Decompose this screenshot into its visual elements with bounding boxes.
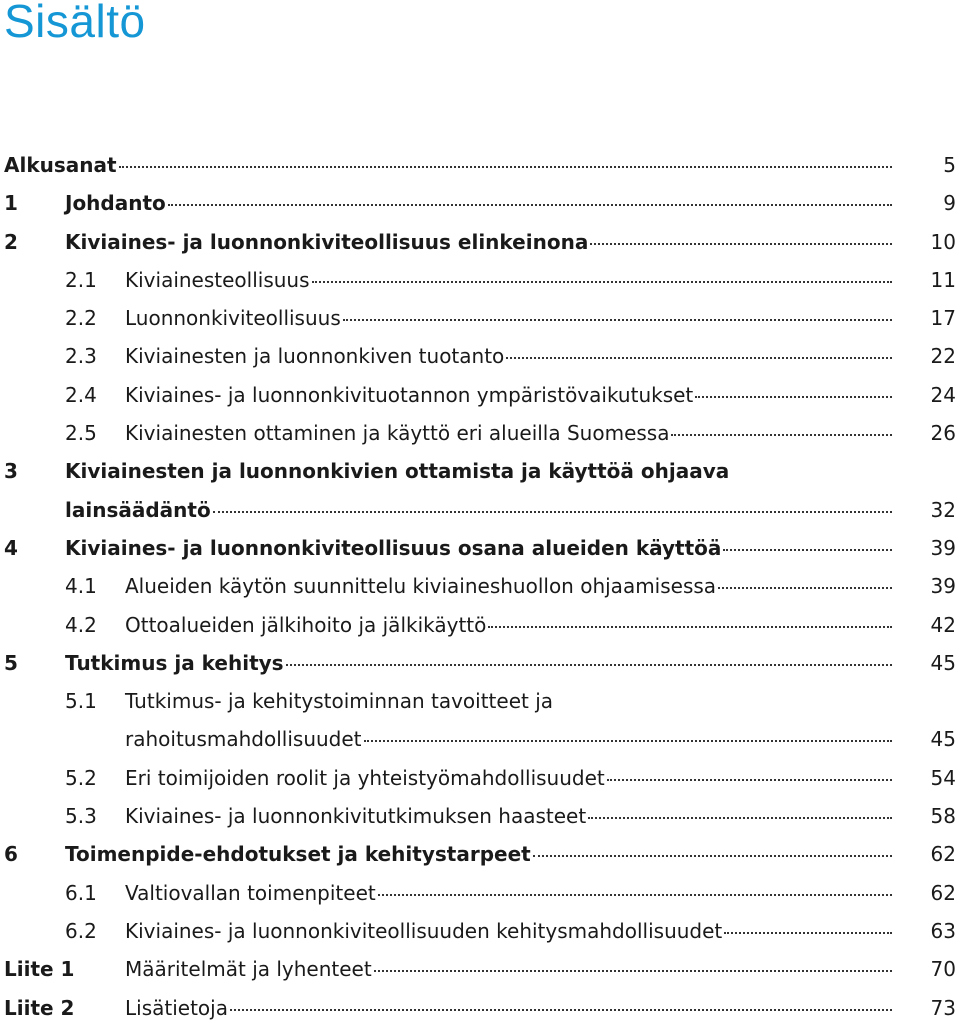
dot-leader bbox=[374, 969, 892, 972]
dot-leader bbox=[230, 1008, 892, 1011]
toc-entry[interactable] bbox=[0, 299, 960, 337]
toc-entry-title: Kiviaines- ja luonnonkivituotannon ympäristövaikutukset bbox=[125, 382, 694, 407]
toc-entry-number: Liite 2 bbox=[4, 995, 75, 1020]
toc-entry-title: Eri toimijoiden roolit ja yhteistyömahdollisuudet bbox=[125, 765, 605, 790]
toc-page-number: 45 bbox=[930, 650, 956, 675]
toc-entry-number: 5.2 bbox=[65, 765, 97, 790]
toc-entry[interactable] bbox=[0, 989, 960, 1027]
toc-entry-number: 6.2 bbox=[65, 918, 97, 943]
dot-leader bbox=[119, 165, 892, 168]
dot-leader bbox=[724, 931, 892, 934]
dot-leader bbox=[533, 854, 892, 857]
toc-page-number: 24 bbox=[930, 382, 956, 407]
dot-leader bbox=[506, 356, 892, 359]
toc-page-number: 62 bbox=[930, 880, 956, 905]
dot-leader bbox=[168, 203, 892, 206]
toc-entry-title: Kiviaines- ja luonnonkiviteollisuus osana alueiden käyttöä bbox=[65, 535, 722, 560]
toc-entry[interactable] bbox=[0, 874, 960, 912]
toc-page-number: 26 bbox=[930, 421, 956, 446]
toc-entry-title: Kiviainesten ja luonnonkivien ottamista ja käyttöä ohjaava bbox=[65, 459, 730, 484]
dot-leader bbox=[607, 778, 892, 781]
toc-entry-continuation[interactable] bbox=[0, 491, 960, 529]
toc-entry-title: Ottoalueiden jälkihoito ja jälkikäyttö bbox=[125, 612, 487, 637]
toc-page-number: 54 bbox=[930, 765, 956, 790]
toc-entry[interactable] bbox=[0, 912, 960, 950]
toc-entry-number: 3 bbox=[4, 459, 18, 484]
toc-entry-title: Kiviaines- ja luonnonkiviteollisuus elinkeinona bbox=[65, 229, 589, 254]
toc-entry-title: Alueiden käytön suunnittelu kiviaineshuollon ohjaamisessa bbox=[125, 574, 717, 599]
toc-entry-number: Liite 1 bbox=[4, 957, 75, 982]
toc-entry-title: Kiviainesten ja luonnonkiven tuotanto bbox=[125, 344, 505, 369]
toc-entry-title: rahoitusmahdollisuudet bbox=[125, 727, 362, 752]
toc-entry-number: 5.3 bbox=[65, 804, 97, 829]
toc-page-number: 62 bbox=[930, 842, 956, 867]
toc-entry[interactable] bbox=[0, 606, 960, 644]
toc-entry[interactable] bbox=[0, 529, 960, 567]
toc-entry-number: 2.3 bbox=[65, 344, 97, 369]
dot-leader bbox=[588, 816, 892, 819]
toc-entry-title: Valtiovallan toimenpiteet bbox=[125, 880, 376, 905]
toc-entry-number: 4.2 bbox=[65, 612, 97, 637]
toc-entry[interactable] bbox=[0, 682, 960, 720]
dot-leader bbox=[364, 739, 892, 742]
toc-entry[interactable] bbox=[0, 835, 960, 873]
toc-entry[interactable] bbox=[0, 146, 960, 184]
toc-entry-title: Lisätietoja bbox=[125, 995, 228, 1020]
dot-leader bbox=[213, 510, 892, 513]
toc-entry-title: Kiviaines- ja luonnonkivitutkimuksen haasteet bbox=[125, 804, 587, 829]
toc-entry-number: 4.1 bbox=[65, 574, 97, 599]
toc-entry[interactable] bbox=[0, 261, 960, 299]
toc-entry[interactable] bbox=[0, 414, 960, 452]
toc-entry-number: 2.5 bbox=[65, 421, 97, 446]
toc-entry-title: Kiviainesten ottaminen ja käyttö eri alueilla Suomessa bbox=[125, 421, 670, 446]
toc-page-number: 58 bbox=[930, 804, 956, 829]
toc-entry-title: Tutkimus ja kehitys bbox=[65, 650, 284, 675]
toc-page-number: 5 bbox=[943, 153, 956, 177]
toc-entry-title: Kiviainesteollisuus bbox=[125, 267, 310, 292]
toc-entry[interactable] bbox=[0, 644, 960, 682]
toc-entry[interactable] bbox=[0, 376, 960, 414]
dot-leader bbox=[723, 548, 892, 551]
toc-page-number: 45 bbox=[930, 727, 956, 752]
toc-entry-continuation[interactable] bbox=[0, 720, 960, 758]
toc-entry[interactable] bbox=[0, 759, 960, 797]
dot-leader bbox=[312, 280, 892, 283]
dot-leader bbox=[590, 242, 892, 245]
toc-page-number: 32 bbox=[930, 497, 956, 522]
toc-page-number: 63 bbox=[930, 918, 956, 943]
toc-entry[interactable] bbox=[0, 950, 960, 988]
toc-entry[interactable] bbox=[0, 567, 960, 605]
toc-entry-title: lainsäädäntö bbox=[65, 497, 211, 522]
toc-entry-title: Määritelmät ja lyhenteet bbox=[125, 957, 372, 982]
toc-entry-number: 5.1 bbox=[65, 689, 97, 714]
toc-page-number: 11 bbox=[930, 267, 956, 292]
dot-leader bbox=[718, 586, 892, 589]
toc-entry-number: 2 bbox=[4, 229, 18, 254]
toc-page-number: 22 bbox=[930, 344, 956, 369]
toc-entry[interactable] bbox=[0, 797, 960, 835]
toc-entry-number: 4 bbox=[4, 535, 18, 560]
toc-entry[interactable] bbox=[0, 452, 960, 490]
dot-leader bbox=[286, 663, 892, 666]
toc-entry-title: Toimenpide-ehdotukset ja kehitystarpeet bbox=[65, 842, 531, 867]
toc-entry-title: Kiviaines- ja luonnonkiviteollisuuden kehitysmahdollisuudet bbox=[125, 918, 723, 943]
toc-entry-title: Alkusanat bbox=[4, 153, 117, 177]
toc-page-number: 42 bbox=[930, 612, 956, 637]
toc-entry[interactable] bbox=[0, 223, 960, 261]
toc-entry-number: 2.4 bbox=[65, 382, 97, 407]
toc-page-number: 10 bbox=[930, 229, 956, 254]
dot-leader bbox=[488, 625, 892, 628]
toc-entry-title: Luonnonkiviteollisuus bbox=[125, 306, 341, 331]
toc-entry[interactable] bbox=[0, 184, 960, 222]
toc-entry-number: 2.1 bbox=[65, 267, 97, 292]
toc-page-number: 9 bbox=[943, 191, 956, 216]
toc-entry-title: Tutkimus- ja kehitystoiminnan tavoitteet ja bbox=[125, 689, 554, 714]
toc-entry-number: 2.2 bbox=[65, 306, 97, 331]
toc-page-number: 39 bbox=[930, 574, 956, 599]
dot-leader bbox=[695, 395, 892, 398]
toc-page-number: 17 bbox=[930, 306, 956, 331]
dot-leader bbox=[378, 893, 892, 896]
toc-entry[interactable] bbox=[0, 337, 960, 375]
toc-entry-number: 1 bbox=[4, 191, 18, 216]
toc-page-number: 39 bbox=[930, 535, 956, 560]
toc-entry-number: 6 bbox=[4, 842, 18, 867]
dot-leader bbox=[671, 433, 892, 436]
dot-leader bbox=[343, 318, 892, 321]
table-of-contents bbox=[0, 146, 960, 1027]
toc-entry-title: Johdanto bbox=[65, 191, 166, 216]
toc-entry-number: 6.1 bbox=[65, 880, 97, 905]
toc-entry-number: 5 bbox=[4, 650, 18, 675]
toc-page-number: 70 bbox=[930, 957, 956, 982]
toc-page-number: 73 bbox=[930, 995, 956, 1020]
page-title: Sisältö bbox=[4, 0, 146, 47]
